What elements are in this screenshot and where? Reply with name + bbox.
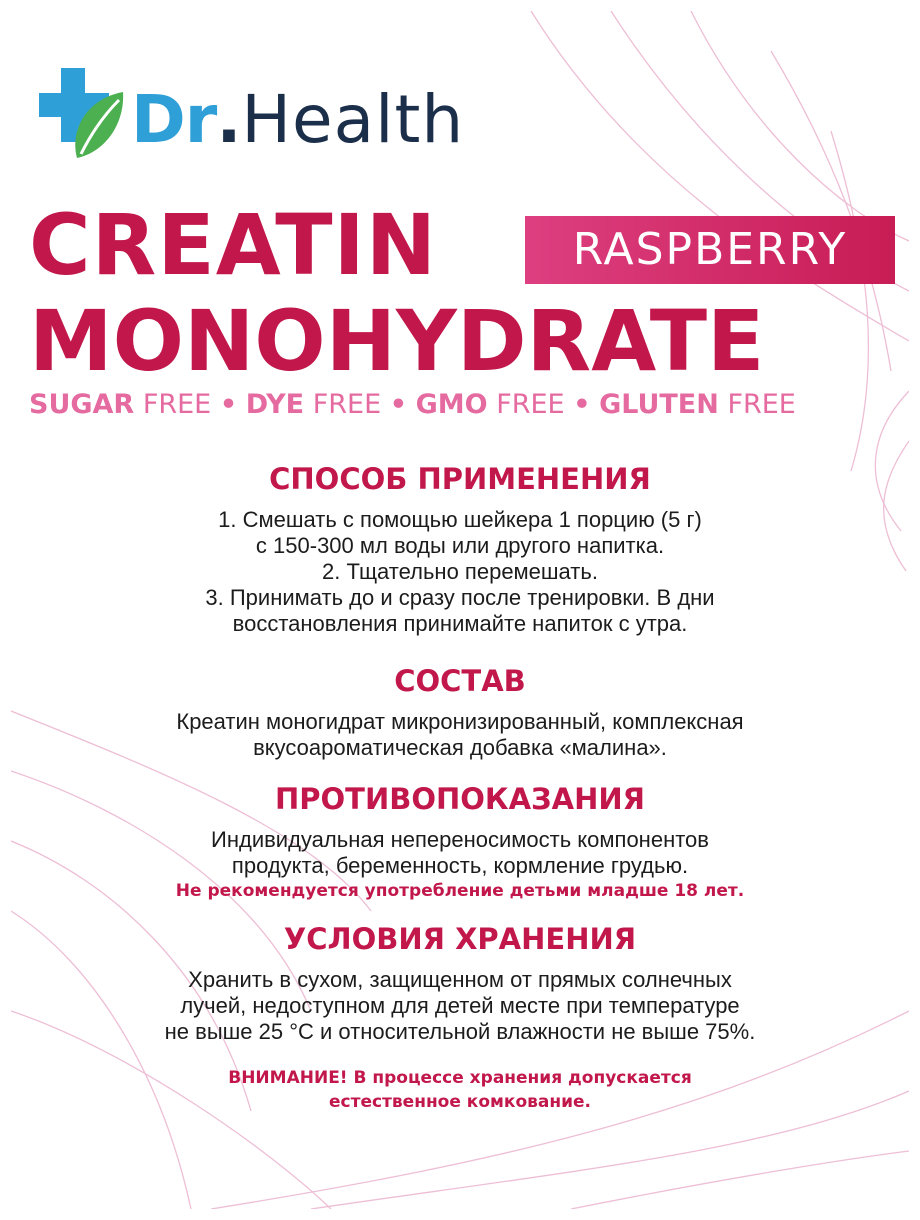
free-claims-row: SUGAR FREE • DYE FREE • GMO FREE • GLUTEN FREE xyxy=(29,389,796,420)
free-claim-sugar: SUGAR xyxy=(29,389,135,420)
separator-dot: • xyxy=(219,389,238,420)
composition-section xyxy=(11,663,909,761)
medical-cross-leaf-icon xyxy=(39,66,129,166)
storage-heading: УСЛОВИЯ ХРАНЕНИЯ xyxy=(283,922,637,956)
flavor-badge: RASPBERRY xyxy=(525,216,895,284)
storage-line: лучей, недоступном для детей месте при температуре xyxy=(180,993,740,1018)
brand-name xyxy=(131,80,464,160)
brand-health: Health xyxy=(241,81,465,158)
storage-line: не выше 25 °С и относительной влажности не выше 75%. xyxy=(164,1019,756,1044)
notice-line: естественное комкование. xyxy=(328,1092,592,1112)
usage-line: 1. Смешать с помощью шейкера 1 порцию (5 г) xyxy=(218,507,702,532)
contraindications-heading: ПРОТИВОПОКАЗАНИЯ xyxy=(275,782,645,816)
product-title-line-2: MONOHYDRATE xyxy=(29,292,765,390)
brand-dot: . xyxy=(216,81,242,158)
separator-dot: • xyxy=(389,389,408,420)
storage-section xyxy=(11,921,909,1045)
product-title-line-1: CREATIN xyxy=(29,196,438,294)
product-label xyxy=(11,11,909,1209)
usage-section xyxy=(11,461,909,637)
storage-line: Хранить в сухом, защищенном от прямых солнечных xyxy=(188,967,732,992)
free-claim-gluten: GLUTEN xyxy=(599,389,719,420)
usage-heading: СПОСОБ ПРИМЕНЕНИЯ xyxy=(269,462,651,496)
free-claim-gmo: GMO xyxy=(415,389,488,420)
contraindications-section xyxy=(11,781,909,903)
age-warning: Не рекомендуется употребление детьми младше 18 лет. xyxy=(175,881,745,901)
usage-line: восстановления принимайте напиток с утра. xyxy=(232,611,688,636)
contraindications-line: Индивидуальная непереносимость компонентов xyxy=(211,827,709,852)
separator-dot: • xyxy=(573,389,591,420)
brand-dr: Dr xyxy=(131,81,217,158)
storage-notice xyxy=(11,1066,909,1114)
usage-line: с 150-300 мл воды или другого напитка. xyxy=(255,533,665,558)
composition-heading: СОСТАВ xyxy=(394,664,526,698)
composition-line: Креатин моногидрат микронизированный, комплексная xyxy=(176,709,744,734)
usage-line: 3. Принимать до и сразу после тренировки. В дни xyxy=(205,585,715,610)
notice-line: ВНИМАНИЕ! В процессе хранения допускается xyxy=(228,1068,692,1088)
contraindications-line: продукта, беременность, кормление грудью. xyxy=(231,853,689,878)
composition-line: вкусоароматическая добавка «малина». xyxy=(253,735,667,760)
free-claim-dye: DYE xyxy=(245,389,305,420)
usage-line: 2. Тщательно перемешать. xyxy=(322,559,598,584)
brand-logo xyxy=(39,66,499,166)
